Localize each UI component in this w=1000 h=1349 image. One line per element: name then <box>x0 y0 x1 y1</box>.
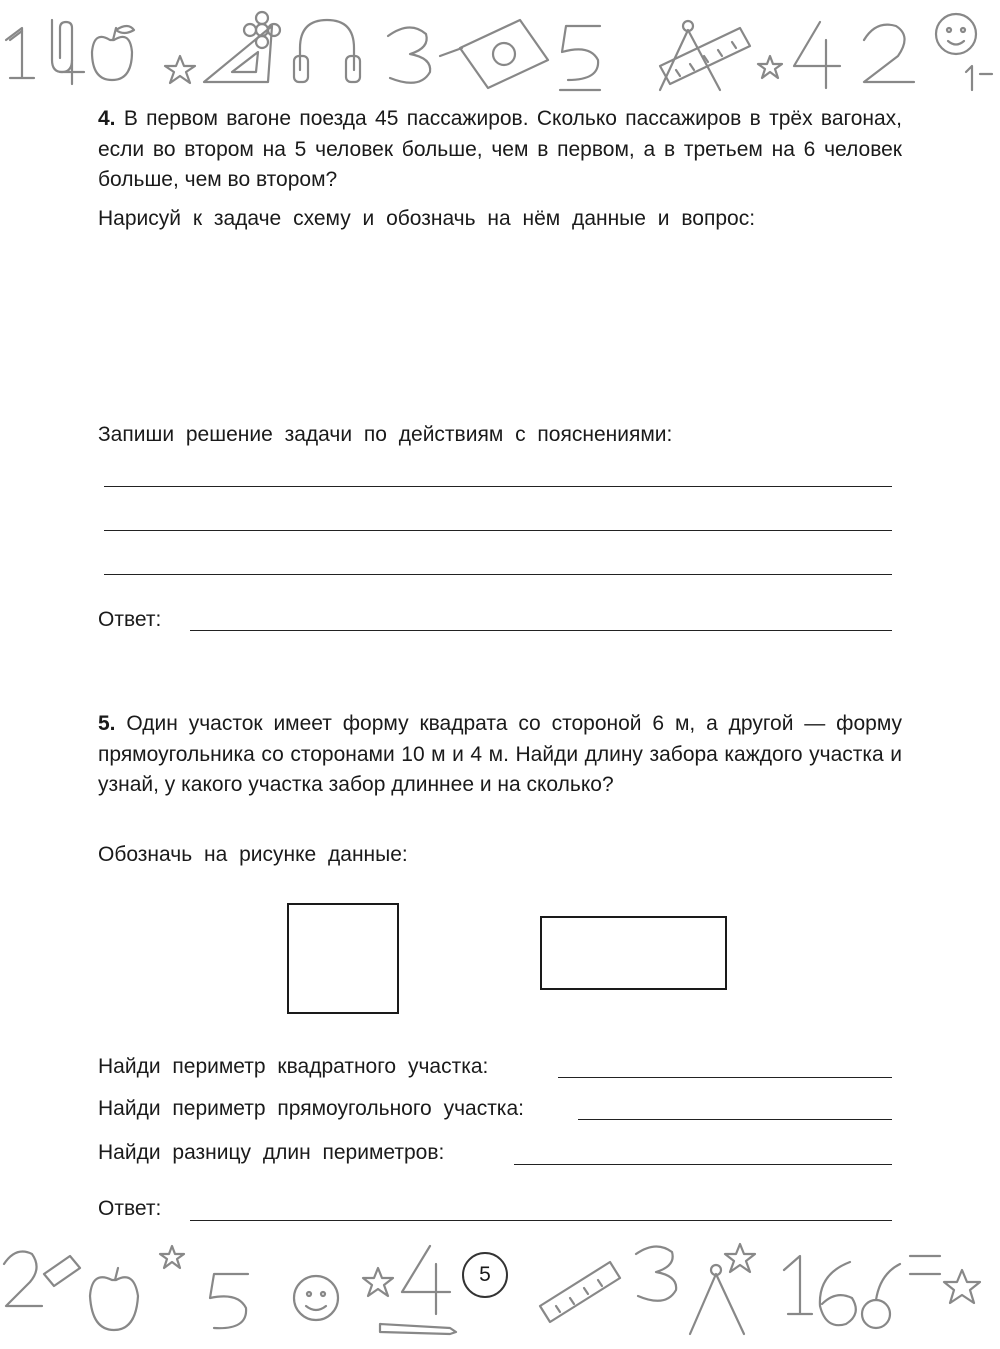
digit-3-icon <box>636 1246 676 1300</box>
task-4-scheme-prompt: Нарисуй к задаче схему и обозначь на нём данные и вопрос: <box>98 207 756 230</box>
apple-icon <box>92 26 134 80</box>
page-number: 5 <box>462 1252 508 1298</box>
paperclip-icon <box>52 20 72 72</box>
task-4-solution-prompt: Запиши решение задачи по действиям с пояснениями: <box>98 423 673 446</box>
triangle-ruler-icon <box>204 26 272 82</box>
task-4-answer-label: Ответ: <box>98 608 162 631</box>
digit-1-icon <box>6 28 34 78</box>
task-4-number: 4. <box>98 107 116 130</box>
square-perimeter-label: Найди периметр квадратного участка: <box>98 1055 489 1078</box>
minus-icon <box>910 1256 940 1274</box>
digit-1-icon <box>784 1256 812 1314</box>
task-5-answer-label: Ответ: <box>98 1197 162 1220</box>
smiley-icon <box>936 14 976 54</box>
rect-perimeter-line[interactable] <box>578 1119 892 1120</box>
minus-icon <box>440 48 462 56</box>
ruler-icon <box>540 1262 620 1322</box>
ruler-icon <box>660 28 750 84</box>
digit-2-icon <box>864 25 914 82</box>
rect-perimeter-label: Найди периметр прямоугольного участка: <box>98 1097 524 1120</box>
top-decorative-border <box>0 0 1000 100</box>
digit-5-icon <box>210 1274 248 1328</box>
task-5-statement: Один участок имеет форму квадрата со стороной 6 м, а другой — форму прямоугольника со сторонами 10 м и 4 м. Найди длину забора каждого участка и узнай, у какого участка забор длиннее и на сколько? <box>98 712 902 796</box>
smiley-icon <box>294 1276 338 1320</box>
solution-line-2[interactable] <box>104 530 892 531</box>
task-5-answer-line[interactable] <box>190 1220 892 1221</box>
star-icon <box>944 1270 980 1303</box>
apple-icon <box>90 1268 138 1330</box>
star-icon <box>758 56 782 78</box>
eraser-icon <box>44 1256 80 1286</box>
digit-4-icon <box>402 1246 450 1314</box>
solution-line-1[interactable] <box>104 486 892 487</box>
star-icon <box>165 56 195 83</box>
compass-icon <box>690 1265 744 1334</box>
flower-icon <box>244 12 280 48</box>
headphones-icon <box>294 20 360 82</box>
digit-5-icon <box>560 26 600 90</box>
star-icon <box>160 1246 184 1268</box>
task-4-statement: В первом вагоне поезда 45 пассажиров. Сколько пассажиров в трёх вагонах, если во втором на 5 человек больше, чем в первом, а в третьем на 6 человек больше, чем во втором? <box>98 107 902 191</box>
digit-6-icon <box>820 1262 856 1325</box>
task-5-text <box>98 709 902 801</box>
square-perimeter-line[interactable] <box>558 1077 892 1078</box>
task-5-figure-prompt: Обозначь на рисунке данные: <box>98 843 408 866</box>
compass-icon <box>660 21 720 90</box>
rectangle-plot <box>540 916 727 990</box>
difference-line[interactable] <box>514 1164 892 1165</box>
star-icon <box>725 1244 755 1272</box>
digit-3-icon <box>388 27 430 82</box>
task-4-answer-line[interactable] <box>190 630 892 631</box>
star-icon <box>363 1268 393 1296</box>
task-4-text <box>98 104 902 196</box>
plus-icon <box>60 60 84 84</box>
task-5-number: 5. <box>98 712 116 735</box>
square-plot <box>287 903 399 1014</box>
cherry-icon <box>862 1264 900 1328</box>
pencil-icon <box>380 1324 456 1334</box>
difference-label: Найди разницу длин периметров: <box>98 1141 445 1164</box>
solution-line-3[interactable] <box>104 574 892 575</box>
digit-2-icon <box>4 1252 42 1306</box>
task-4-scheme-area[interactable] <box>98 245 902 415</box>
banknote-icon <box>460 20 548 88</box>
digit-4-icon <box>794 22 840 88</box>
